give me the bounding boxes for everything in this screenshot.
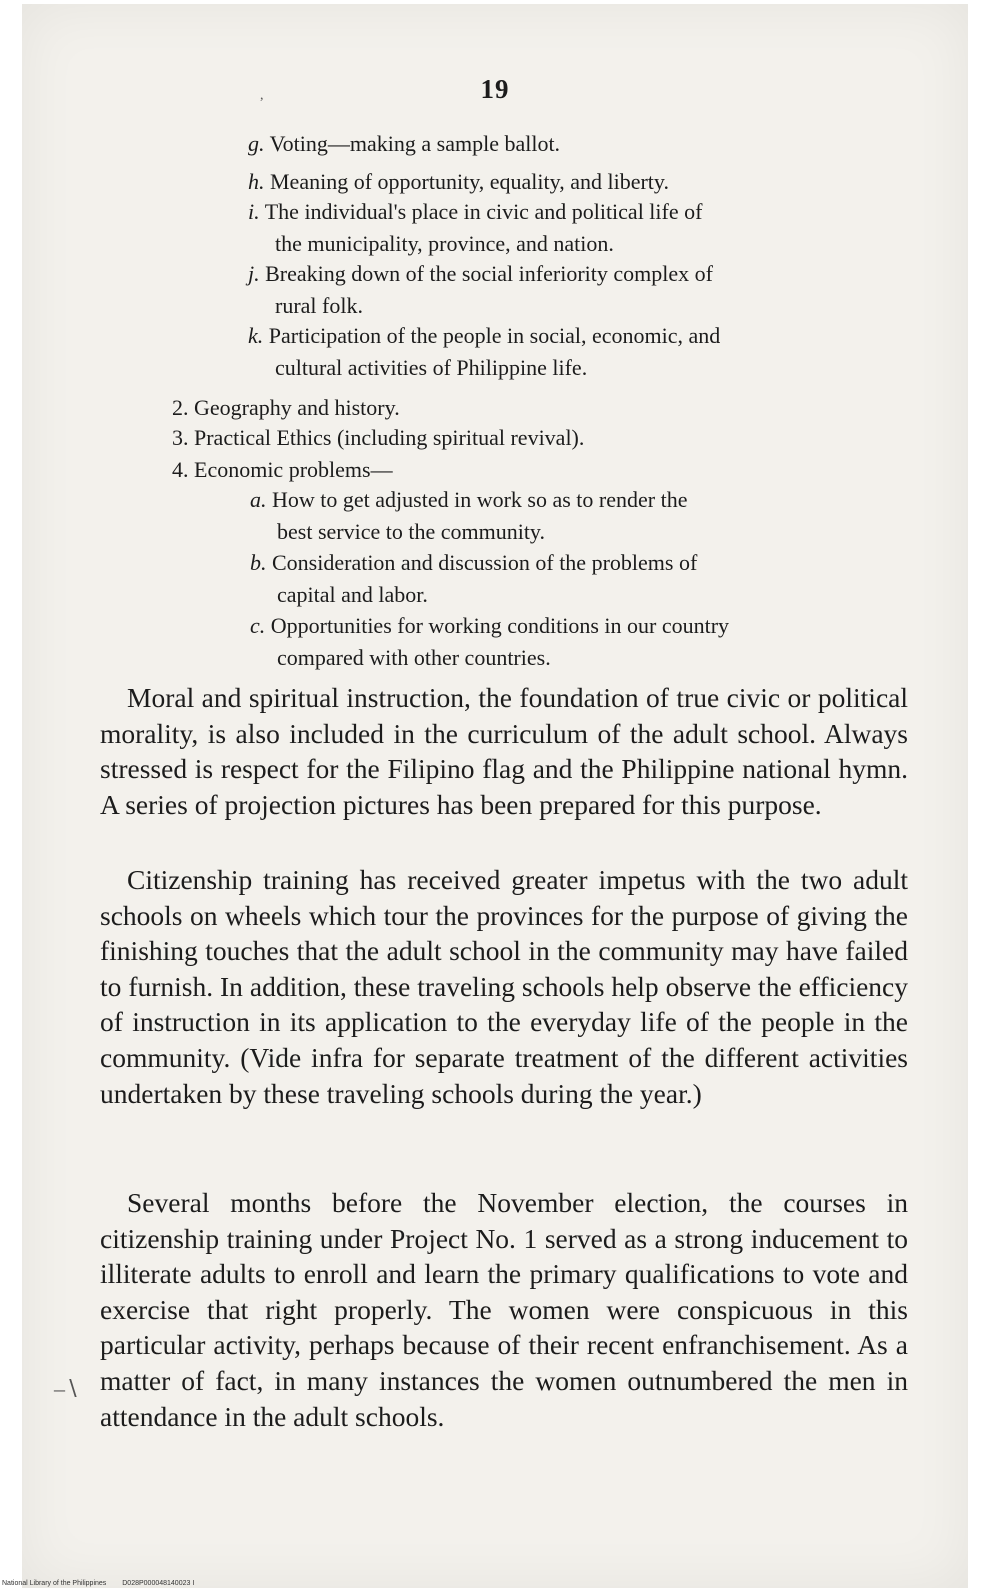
- list-item-continuation: capital and labor.: [277, 582, 428, 607]
- list-item-c: [250, 610, 902, 674]
- list-item-j: [248, 258, 896, 322]
- item-number: 3.: [172, 425, 189, 450]
- list-item-text: How to get adjusted in work so as to render the: [272, 487, 688, 512]
- list-item-continuation: rural folk.: [275, 293, 363, 318]
- item-number: 2.: [172, 395, 189, 420]
- list-item-text: Breaking down of the social inferiority complex of: [265, 261, 713, 286]
- list-item-text: Voting—making a sample ballot.: [269, 131, 561, 156]
- item-number: 4.: [172, 457, 189, 482]
- list-marker: b.: [250, 550, 267, 575]
- numbered-item-3: [172, 422, 584, 454]
- list-item-a: [250, 484, 900, 548]
- list-item-i: [248, 196, 893, 260]
- document-page: [22, 4, 968, 1588]
- list-item-g: [248, 128, 898, 160]
- footer-code: D028P000048140023 I: [122, 1580, 195, 1587]
- paragraph-text: Several months before the November election, the courses in citizenship training under Project No. 1 served as a strong inducement to illiterate adults to enroll and learn the primary qualifications to vote and exercise that right properly. The women were conspicuous in this particular activity, perhaps because of their recent enfranchisement. As a matter of fact, in many instances the women outnumbered the men in attendance in the adult schools.: [100, 1187, 908, 1432]
- paragraph-citizenship-training: [100, 862, 908, 1111]
- list-marker: j.: [248, 261, 260, 286]
- list-item-k: [248, 320, 898, 384]
- list-item-continuation: compared with other countries.: [277, 645, 551, 670]
- stray-mark: ,: [260, 88, 264, 103]
- paragraph-text: Citizenship training has received greater impetus with the two adult schools on wheels which tour the provinces for the purpose of giving the finishing touches that the adult school in the community may have failed to furnish. In addition, these traveling schools help observe the efficiency of instruction in its application to the everyday life of the people in the community. (Vide infra for separate treatment of the different activities undertaken by these traveling schools during the year.): [100, 864, 908, 1109]
- list-marker: h.: [248, 169, 265, 194]
- list-item-text: Opportunities for working conditions in our country: [270, 613, 730, 638]
- numbered-item-4: [172, 454, 393, 486]
- list-item-text: Participation of the people in social, economic, and: [268, 323, 721, 348]
- list-marker: a.: [250, 487, 267, 512]
- pencil-mark-icon: –∖: [54, 1376, 80, 1401]
- page-number: 19: [480, 74, 510, 104]
- list-item-continuation: the municipality, province, and nation.: [275, 231, 614, 256]
- list-item-text: Consideration and discussion of the problems of: [272, 550, 698, 575]
- paragraph-text: Moral and spiritual instruction, the foundation of true civic or political morality, is also included in the curriculum of the adult school. Always stressed is respect for the Filipino flag and the Philippine national hymn. A series of projection pictures has been prepared for this purpose.: [100, 682, 908, 820]
- list-item-h: [248, 166, 898, 198]
- scan-footer: [2, 1580, 208, 1587]
- list-marker: g.: [248, 131, 265, 156]
- list-item-continuation: best service to the community.: [277, 519, 546, 544]
- list-marker: k.: [248, 323, 264, 348]
- list-item-text: Meaning of opportunity, equality, and liberty.: [270, 169, 669, 194]
- list-item-text: The individual's place in civic and political life of: [264, 199, 703, 224]
- list-item-b: [250, 547, 900, 611]
- item-text: Geography and history.: [194, 395, 400, 420]
- item-text: Economic problems—: [194, 457, 393, 482]
- list-marker: c.: [250, 613, 266, 638]
- paragraph-november-election: [100, 1185, 908, 1434]
- numbered-item-2: [172, 392, 400, 424]
- list-item-continuation: cultural activities of Philippine life.: [275, 355, 588, 380]
- paragraph-moral-instruction: [100, 680, 908, 822]
- list-marker: i.: [248, 199, 260, 224]
- footer-source: National Library of the Philippines: [2, 1580, 107, 1587]
- item-text: Practical Ethics (including spiritual revival).: [194, 425, 585, 450]
